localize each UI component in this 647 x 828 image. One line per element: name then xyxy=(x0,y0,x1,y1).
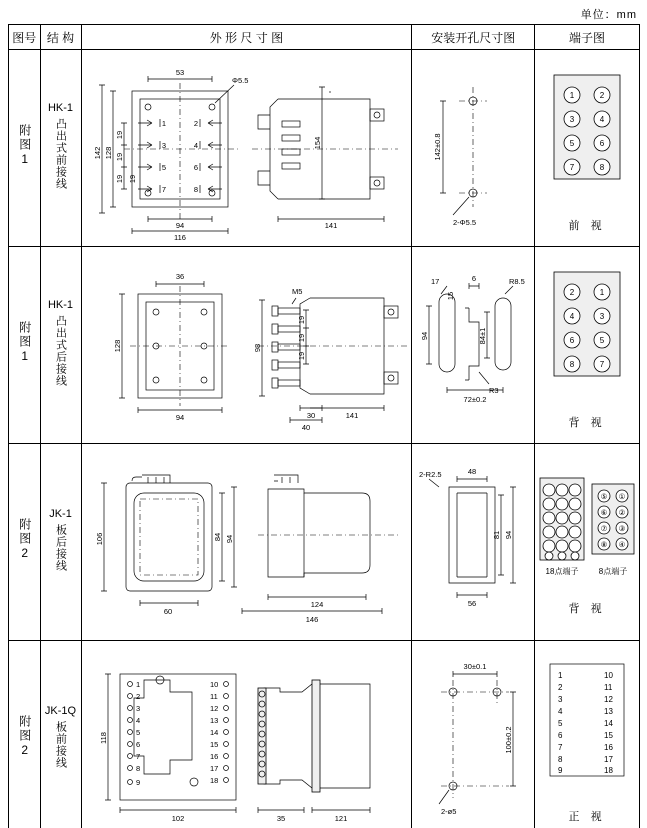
svg-text:16: 16 xyxy=(210,752,219,761)
svg-text:11: 11 xyxy=(604,683,613,692)
svg-text:1: 1 xyxy=(162,119,167,128)
row1-structure-label: 凸出式前接线 xyxy=(54,117,67,190)
svg-text:19: 19 xyxy=(115,130,125,140)
row1-drawing-no-label: 附图1 xyxy=(17,123,32,168)
svg-text:8: 8 xyxy=(136,764,141,773)
svg-text:36: 36 xyxy=(176,272,185,281)
row4-drawing-no-label: 附图2 xyxy=(17,714,32,759)
row3-drawing-no xyxy=(9,444,41,641)
svg-text:⑤: ⑤ xyxy=(600,492,608,501)
svg-text:17: 17 xyxy=(431,277,440,286)
svg-text:128: 128 xyxy=(113,339,123,353)
row3-model-label: JK-1 xyxy=(49,507,72,520)
svg-text:18: 18 xyxy=(210,776,219,785)
table-row xyxy=(9,444,640,641)
svg-text:146: 146 xyxy=(306,615,319,624)
row1-hole-drawing xyxy=(412,50,535,247)
svg-text:141: 141 xyxy=(325,221,338,230)
svg-text:2: 2 xyxy=(569,288,575,297)
svg-text:M5: M5 xyxy=(292,287,303,296)
row3-terminal-right-caption: 8点端子 xyxy=(598,567,628,576)
table-row xyxy=(9,247,640,444)
svg-text:121: 121 xyxy=(335,814,348,823)
svg-text:94: 94 xyxy=(225,534,235,544)
svg-text:19: 19 xyxy=(115,152,125,162)
svg-text:72±0.2: 72±0.2 xyxy=(463,395,487,404)
row4-outline-drawing xyxy=(81,641,412,828)
svg-text:84±1: 84±1 xyxy=(478,327,488,345)
svg-text:19: 19 xyxy=(297,315,307,325)
row3-structure-label: 板后接线 xyxy=(54,523,67,572)
svg-text:5: 5 xyxy=(569,139,575,148)
row1-structure xyxy=(40,50,81,247)
svg-text:3: 3 xyxy=(558,695,563,704)
svg-text:94: 94 xyxy=(176,221,185,230)
svg-text:154: 154 xyxy=(313,136,323,150)
svg-text:5: 5 xyxy=(162,163,167,172)
svg-text:18: 18 xyxy=(604,766,613,775)
svg-text:4: 4 xyxy=(558,707,563,716)
svg-text:142: 142 xyxy=(93,146,103,160)
svg-text:8: 8 xyxy=(569,360,575,369)
svg-text:12: 12 xyxy=(604,695,613,704)
row2-outline-drawing xyxy=(81,247,412,444)
svg-text:106: 106 xyxy=(95,532,105,546)
svg-text:94: 94 xyxy=(176,413,185,422)
svg-text:30±0.1: 30±0.1 xyxy=(463,662,487,671)
svg-text:10: 10 xyxy=(210,680,219,689)
row2-hole-drawing xyxy=(412,247,535,444)
svg-text:3: 3 xyxy=(162,141,167,150)
svg-text:1: 1 xyxy=(136,680,141,689)
row3-terminal-left-caption: 18点端子 xyxy=(545,567,579,576)
svg-text:2: 2 xyxy=(194,119,199,128)
row4-structure-label: 板前接线 xyxy=(54,720,67,769)
svg-text:15: 15 xyxy=(210,740,219,749)
svg-text:6: 6 xyxy=(136,740,141,749)
svg-text:2: 2 xyxy=(558,683,563,692)
header-drawing-no: 图号 xyxy=(9,25,41,50)
svg-text:2-ø5: 2-ø5 xyxy=(441,807,457,816)
svg-text:53: 53 xyxy=(176,68,185,77)
svg-text:6: 6 xyxy=(569,336,575,345)
svg-text:6: 6 xyxy=(194,163,199,172)
svg-text:81: 81 xyxy=(492,530,502,540)
row4-model-label: JK-1Q xyxy=(44,704,77,717)
svg-text:94: 94 xyxy=(504,530,514,540)
svg-text:35: 35 xyxy=(277,814,286,823)
svg-text:15: 15 xyxy=(446,291,456,301)
svg-text:19: 19 xyxy=(128,174,138,184)
svg-text:98: 98 xyxy=(253,343,263,353)
svg-text:60: 60 xyxy=(164,607,173,616)
svg-text:15: 15 xyxy=(604,731,613,740)
row4-terminal-drawing xyxy=(535,641,640,828)
svg-text:84: 84 xyxy=(213,532,223,542)
svg-text:30: 30 xyxy=(307,411,316,420)
svg-text:10: 10 xyxy=(604,671,613,680)
svg-text:4: 4 xyxy=(569,312,575,321)
header-structure: 结 构 xyxy=(40,25,81,50)
svg-text:7: 7 xyxy=(162,185,167,194)
svg-text:3: 3 xyxy=(569,115,575,124)
header-mounting-hole: 安装开孔尺寸图 xyxy=(412,25,535,50)
svg-text:116: 116 xyxy=(174,233,187,242)
row2-drawing-no xyxy=(9,247,41,444)
svg-text:4: 4 xyxy=(136,716,141,725)
table-row xyxy=(9,50,640,247)
svg-text:2: 2 xyxy=(599,91,605,100)
svg-text:14: 14 xyxy=(210,728,219,737)
svg-text:4: 4 xyxy=(194,141,199,150)
svg-text:17: 17 xyxy=(210,764,219,773)
row3-terminal-drawing xyxy=(535,444,640,641)
row2-terminal-view-label: 背 视 xyxy=(568,417,606,429)
svg-text:2-R2.5: 2-R2.5 xyxy=(419,470,442,479)
svg-text:8: 8 xyxy=(558,755,563,764)
svg-text:100±0.2: 100±0.2 xyxy=(504,726,514,754)
row4-terminal-view-label: 正 视 xyxy=(568,811,606,823)
svg-text:R3: R3 xyxy=(489,386,499,395)
svg-text:5: 5 xyxy=(136,728,141,737)
svg-text:13: 13 xyxy=(210,716,219,725)
svg-text:Φ5.5: Φ5.5 xyxy=(232,76,249,85)
svg-text:118: 118 xyxy=(99,732,109,744)
row3-structure xyxy=(40,444,81,641)
row1-drawing-no xyxy=(9,50,41,247)
table-row xyxy=(9,641,640,828)
row2-model-label: HK-1 xyxy=(47,298,74,311)
svg-text:102: 102 xyxy=(172,814,185,823)
svg-text:94: 94 xyxy=(420,331,430,341)
svg-text:④: ④ xyxy=(618,540,626,549)
svg-text:5: 5 xyxy=(558,719,563,728)
svg-text:124: 124 xyxy=(311,600,324,609)
svg-text:7: 7 xyxy=(558,743,563,752)
svg-text:17: 17 xyxy=(604,755,613,764)
row2-structure xyxy=(40,247,81,444)
row2-drawing-no-label: 附图1 xyxy=(17,320,32,365)
svg-text:19: 19 xyxy=(297,351,307,361)
svg-text:11: 11 xyxy=(210,692,219,701)
svg-text:7: 7 xyxy=(569,163,575,172)
svg-text:⑧: ⑧ xyxy=(600,540,608,549)
svg-text:R8.5: R8.5 xyxy=(509,277,526,286)
row3-drawing-no-label: 附图2 xyxy=(17,517,32,562)
svg-text:2: 2 xyxy=(136,692,141,701)
dimension-table xyxy=(8,24,640,828)
svg-text:56: 56 xyxy=(468,599,477,608)
svg-text:1: 1 xyxy=(599,288,605,297)
row1-terminal-view-label: 前 视 xyxy=(568,220,606,232)
header-outline-dimension: 外 形 尺 寸 图 xyxy=(81,25,412,50)
svg-text:6: 6 xyxy=(599,139,605,148)
header-terminal: 端子图 xyxy=(535,25,640,50)
svg-text:40: 40 xyxy=(302,423,311,432)
svg-text:①: ① xyxy=(618,492,626,501)
unit-note: 单位：mm xyxy=(580,9,637,21)
svg-text:②: ② xyxy=(618,508,626,517)
svg-text:6: 6 xyxy=(472,274,477,283)
svg-text:3: 3 xyxy=(136,704,141,713)
row1-outline-drawing xyxy=(81,50,412,247)
svg-text:9: 9 xyxy=(136,778,141,787)
svg-text:7: 7 xyxy=(136,752,141,761)
svg-text:142±0.8: 142±0.8 xyxy=(433,133,443,161)
table-header-row xyxy=(9,25,640,50)
svg-text:19: 19 xyxy=(115,174,125,184)
svg-text:7: 7 xyxy=(599,360,605,369)
svg-text:8: 8 xyxy=(194,185,199,194)
svg-text:9: 9 xyxy=(558,766,563,775)
svg-text:2-Φ5.5: 2-Φ5.5 xyxy=(453,218,477,227)
svg-text:8: 8 xyxy=(599,163,605,172)
row2-structure-label: 凸出式后接线 xyxy=(54,314,67,387)
svg-text:⑥: ⑥ xyxy=(600,508,608,517)
svg-text:48: 48 xyxy=(468,467,477,476)
row3-terminal-view-label: 背 视 xyxy=(568,603,606,615)
row4-hole-drawing xyxy=(412,641,535,828)
row1-model-label: HK-1 xyxy=(47,101,74,114)
svg-text:12: 12 xyxy=(210,704,219,713)
terminal-1: 1 xyxy=(569,91,575,100)
svg-text:14: 14 xyxy=(604,719,613,728)
svg-text:13: 13 xyxy=(604,707,613,716)
row3-hole-drawing xyxy=(412,444,535,641)
svg-text:⑦: ⑦ xyxy=(600,524,608,533)
svg-text:6: 6 xyxy=(558,731,563,740)
row4-drawing-no xyxy=(9,641,41,828)
svg-text:3: 3 xyxy=(599,312,605,321)
svg-text:19: 19 xyxy=(297,333,307,343)
svg-text:1: 1 xyxy=(558,671,563,680)
svg-text:③: ③ xyxy=(618,524,626,533)
svg-text:141: 141 xyxy=(346,411,359,420)
svg-text:5: 5 xyxy=(599,336,605,345)
row2-terminal-drawing xyxy=(535,247,640,444)
row3-outline-drawing xyxy=(81,444,412,641)
row4-structure xyxy=(40,641,81,828)
svg-text:128: 128 xyxy=(104,146,114,160)
svg-text:16: 16 xyxy=(604,743,613,752)
svg-text:4: 4 xyxy=(599,115,605,124)
row1-terminal-drawing xyxy=(535,50,640,247)
